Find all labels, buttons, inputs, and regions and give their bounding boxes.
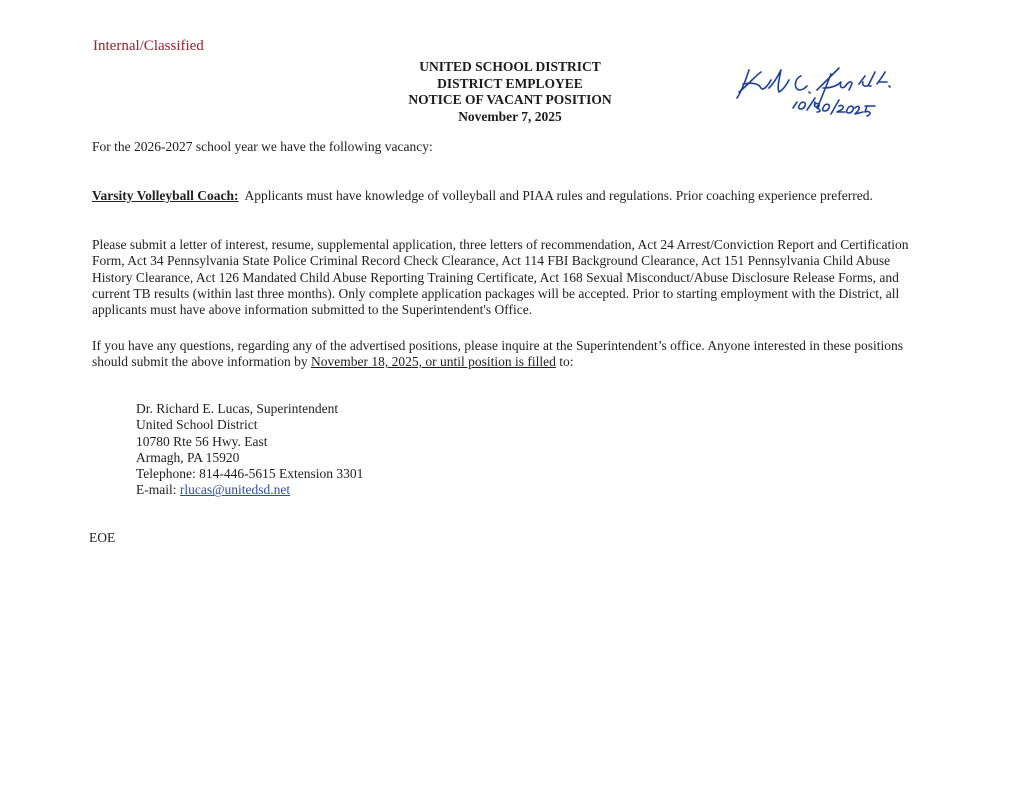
contact-block [136,401,363,499]
contact-org: United School District [136,417,258,433]
questions-text: If you have any questions, regarding any of the advertised positions, please inquire at the Superintendent’s office. Anyone interested in these positions should submit the above information by [92,338,904,370]
position-description: Applicants must have knowledge of volleyball and PIAA rules and regulations. Prior coaching experience preferred. [244,188,873,203]
email-link[interactable]: rlucas@unitedsd.net [179,482,291,498]
vacancy-line [92,188,932,204]
contact-city: Armagh, PA 15920 [136,449,240,465]
application-deadline: November 18, 2025, or until position is filled [310,354,556,370]
questions-suffix: to: [555,354,574,370]
email-label: E-mail: [136,482,180,498]
district-name: UNITED SCHOOL DISTRICT [419,59,601,74]
handwritten-signature [735,62,895,124]
notice-title: NOTICE OF VACANT POSITION [408,92,612,107]
document-header [360,59,660,125]
requirements-paragraph: Please submit a letter of interest, resume, supplemental application, three letters of recommendation, Act 24 Arrest/Conviction Report and Certification Form, Act 34 Pennsylvania State Police Criminal Record Check Clearance, Act 114 FBI Background Clearance, Act 151 Pennsylvania Child Abuse History Clearance, Act 126 Mandated Child Abuse Reporting Training Certificate, Act 168 Sexual Misconduct/Abuse Disclosure Release Forms, and current TB results (within last three months). Only complete application packages will be accepted. Prior to starting employment with the District, all applicants must have above information submitted to the Superintendent's Office. [92,237,909,318]
notice-date: November 7, 2025 [458,108,562,124]
classification-label: Internal/Classified [93,38,204,54]
contact-name: Dr. Richard E. Lucas, Superintendent [136,401,339,416]
position-title: Varsity Volleyball Coach: [92,188,239,203]
employee-line: DISTRICT EMPLOYEE [437,75,583,91]
intro-paragraph: For the 2026-2027 school year we have the following vacancy: [92,139,433,154]
eoe-label: EOE [89,530,116,545]
contact-phone: Telephone: 814-446-5615 Extension 3301 [136,466,364,482]
contact-email-row [136,482,363,498]
contact-street: 10780 Rte 56 Hwy. East [136,433,268,449]
questions-paragraph [92,338,922,371]
